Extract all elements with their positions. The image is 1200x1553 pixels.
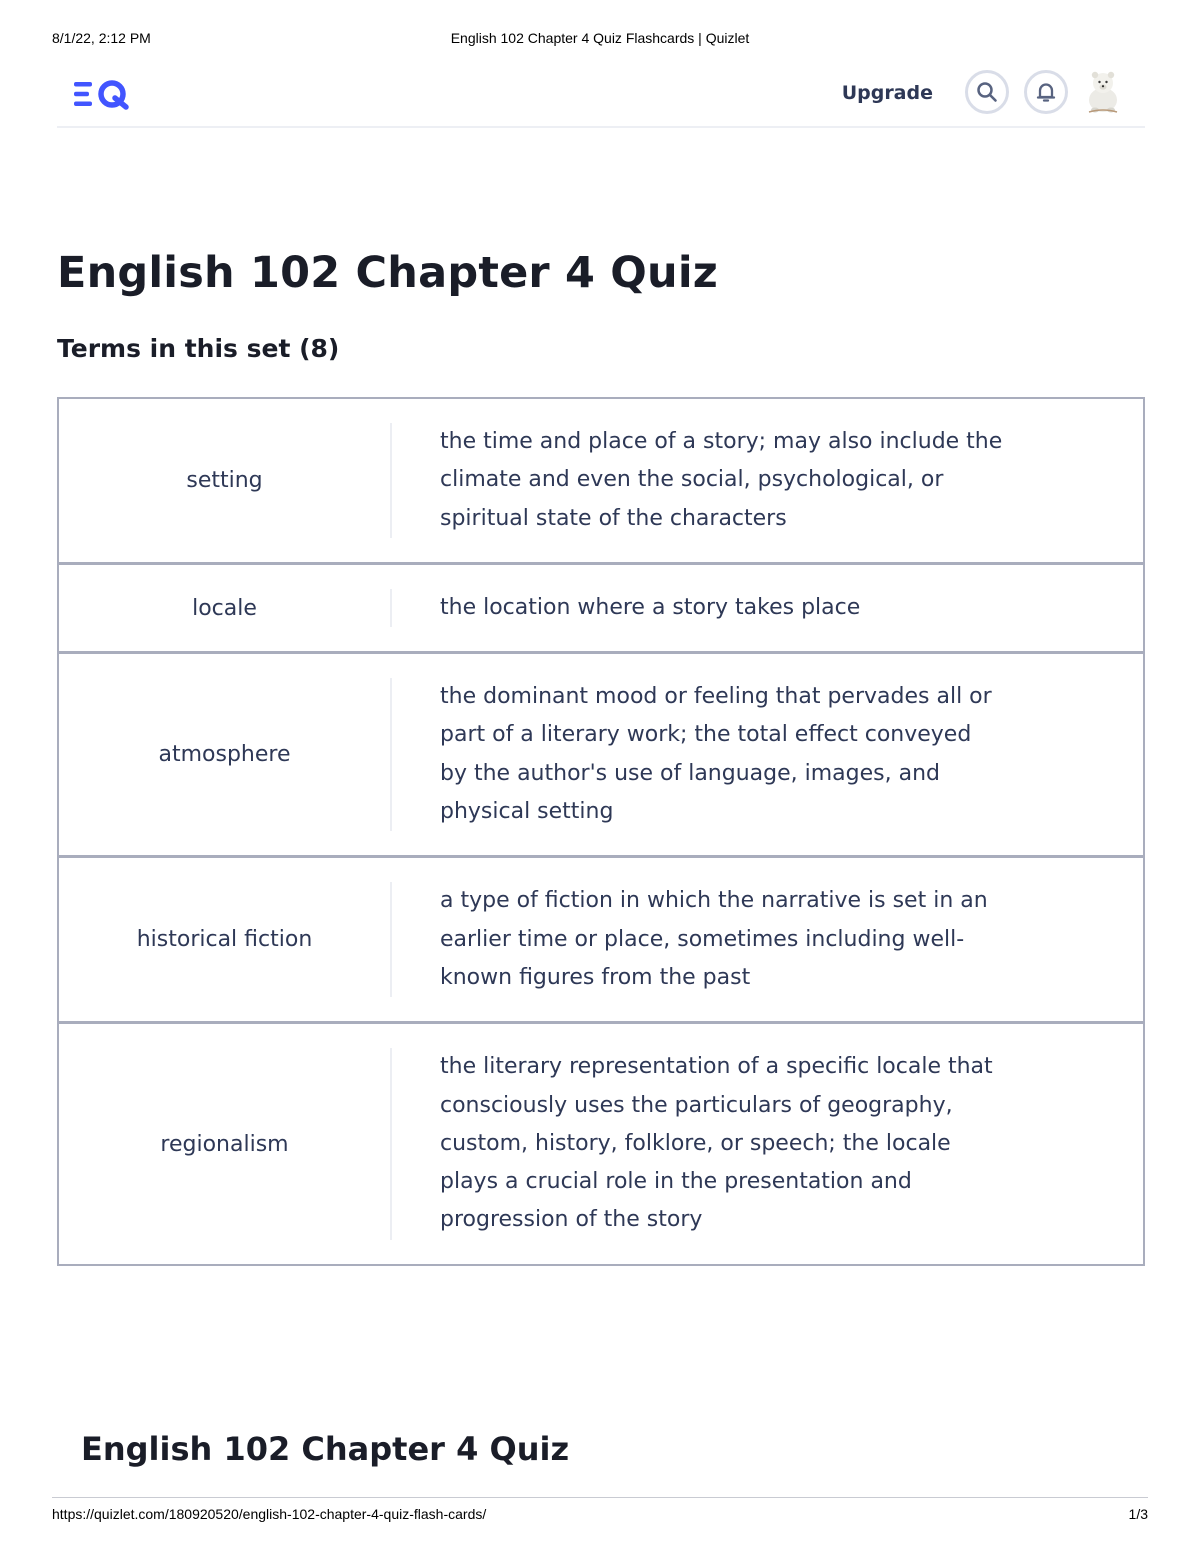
term-text: regionalism: [59, 1048, 392, 1239]
print-url: https://quizlet.com/180920520/english-102-chapter-4-quiz-flash-cards/: [52, 1506, 487, 1522]
print-footer: [52, 1506, 1148, 1524]
term-row[interactable]: [59, 858, 1143, 1024]
upgrade-button[interactable]: Upgrade: [841, 82, 933, 104]
notifications-button[interactable]: [1024, 70, 1068, 114]
search-icon: [976, 81, 998, 103]
term-text: setting: [59, 423, 392, 538]
set-title-footer: English 102 Chapter 4 Quiz: [81, 1430, 570, 1468]
top-navigation-bar: [57, 62, 1145, 128]
page-title: English 102 Chapter 4 Quiz: [57, 248, 719, 298]
footer-divider: [52, 1497, 1148, 1498]
term-row[interactable]: [59, 1024, 1143, 1263]
terms-table: [57, 397, 1145, 1266]
term-text: historical fiction: [59, 882, 392, 997]
bell-icon: [1035, 81, 1057, 103]
terms-count-heading: Terms in this set (8): [57, 334, 340, 363]
polar-bear-avatar-icon[interactable]: [1083, 68, 1123, 114]
definition-text: the location where a story takes place: [440, 594, 861, 620]
term-row[interactable]: [59, 565, 1143, 654]
term-text: locale: [59, 589, 392, 627]
quizlet-logo-icon[interactable]: [72, 78, 132, 110]
definition-text: the literary representation of a specific locale that consciously uses the particulars of geography, custom, history, folklore, or speech; the locale plays a crucial role in the presentation and progression of the story: [440, 1054, 993, 1233]
term-row[interactable]: [59, 654, 1143, 858]
print-header: [52, 30, 1148, 48]
definition-text: a type of fiction in which the narrative is set in an earlier time or place, sometimes including well-known figures from the past: [440, 888, 988, 990]
term-text: atmosphere: [59, 678, 392, 831]
search-button[interactable]: [965, 70, 1009, 114]
definition-text: the dominant mood or feeling that pervades all or part of a literary work; the total effect conveyed by the author's use of language, images, and physical setting: [440, 684, 992, 825]
print-date: 8/1/22, 2:12 PM: [52, 30, 151, 46]
print-page-number: 1/3: [1128, 1506, 1148, 1522]
print-page-title: English 102 Chapter 4 Quiz Flashcards | Quizlet: [450, 30, 750, 46]
term-row[interactable]: [59, 399, 1143, 565]
definition-text: the time and place of a story; may also include the climate and even the social, psychological, or spiritual state of the characters: [440, 429, 1003, 531]
